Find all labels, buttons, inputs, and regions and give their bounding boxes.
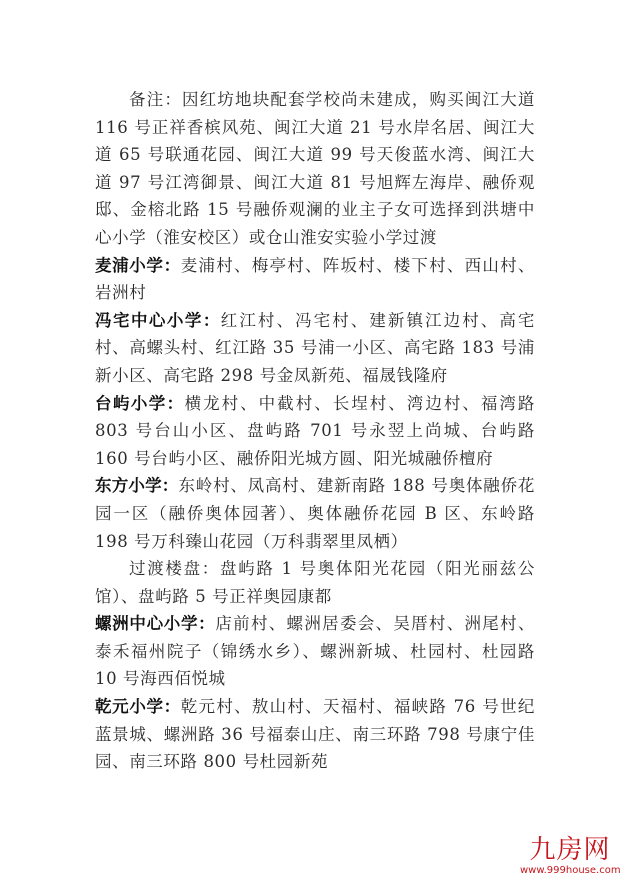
watermark-logo: 九房网 (529, 835, 611, 865)
school-entry-taiyu (95, 390, 535, 473)
school-entry-luozhou (95, 610, 535, 693)
school-areas: 乾元村、敖山村、天福村、福峡路 76 号世纪蓝景城、螺洲路 36 号福泰山庄、南三环路 798 号康宁佳园、南三环路 800 号杜园新苑 (95, 697, 536, 772)
school-name: 东方小学： (95, 476, 179, 496)
school-areas: 红江村、冯宅村、建新镇江边村、高宅村、高螺头村、红江路 35 号浦一小区、高宅路 183 号浦新小区、高宅路 298 号金凤新苑、福晟钱隆府 (95, 310, 536, 385)
school-areas: 横龙村、中截村、长埕村、湾边村、福湾路 803 号台山小区、盘屿路 701 号永翌上尚城、台屿路 160 号台屿小区、融侨阳光城方圆、阳光城融侨檀府 (95, 393, 536, 468)
school-name: 台屿小学： (95, 393, 185, 413)
school-name: 螺洲中心小学： (95, 614, 216, 634)
school-name: 麦浦小学： (95, 255, 181, 275)
school-name: 乾元小学： (95, 697, 181, 717)
school-entry-dongfang (95, 472, 535, 555)
school-areas: 东岭村、凤高村、建新南路 188 号奥体融侨花园一区（融侨奥体园著）、奥体融侨花园 B 区、东岭路 198 号万科臻山花园（万科翡翠里凤栖） (95, 476, 535, 551)
school-name: 冯宅中心小学： (95, 310, 221, 330)
school-areas: 麦浦村、梅亭村、阵坂村、楼下村、西山村、岩洲村 (95, 255, 536, 303)
school-entry-qianyuan (95, 693, 535, 776)
watermark-url: www.999house.com (520, 865, 621, 876)
transition-paragraph: 过渡楼盘：盘屿路 1 号奥体阳光花园（阳光丽兹公馆）、盘屿路 5 号正祥奥园康都 (95, 559, 535, 606)
school-areas: 店前村、螺洲居委会、吴厝村、洲尾村、泰禾福州院子（锦绣水乡）、螺洲新城、杜园村、杜园路 10 号海西佰悦城 (95, 614, 535, 689)
watermark (520, 836, 620, 876)
note-paragraph: 备注：因红坊地块配套学校尚未建成，购买闽江大道 116 号正祥香槟风苑、闽江大道 21 号水岸名居、闽江大道 65 号联通花园、闽江大道 99 号天俊蓝水湾、闽江大道 97 号江湾御景、闽江大道 81 号旭辉左海岸、融侨观邸、金榕北路 15 号融侨观澜的业主子女可选择到洪塘中心小学（淮安校区）或仓山淮安实验小学过渡 (95, 90, 535, 247)
school-entry-fengzhai (95, 307, 535, 390)
document-page (95, 86, 535, 776)
school-entry-maipu (95, 252, 535, 307)
